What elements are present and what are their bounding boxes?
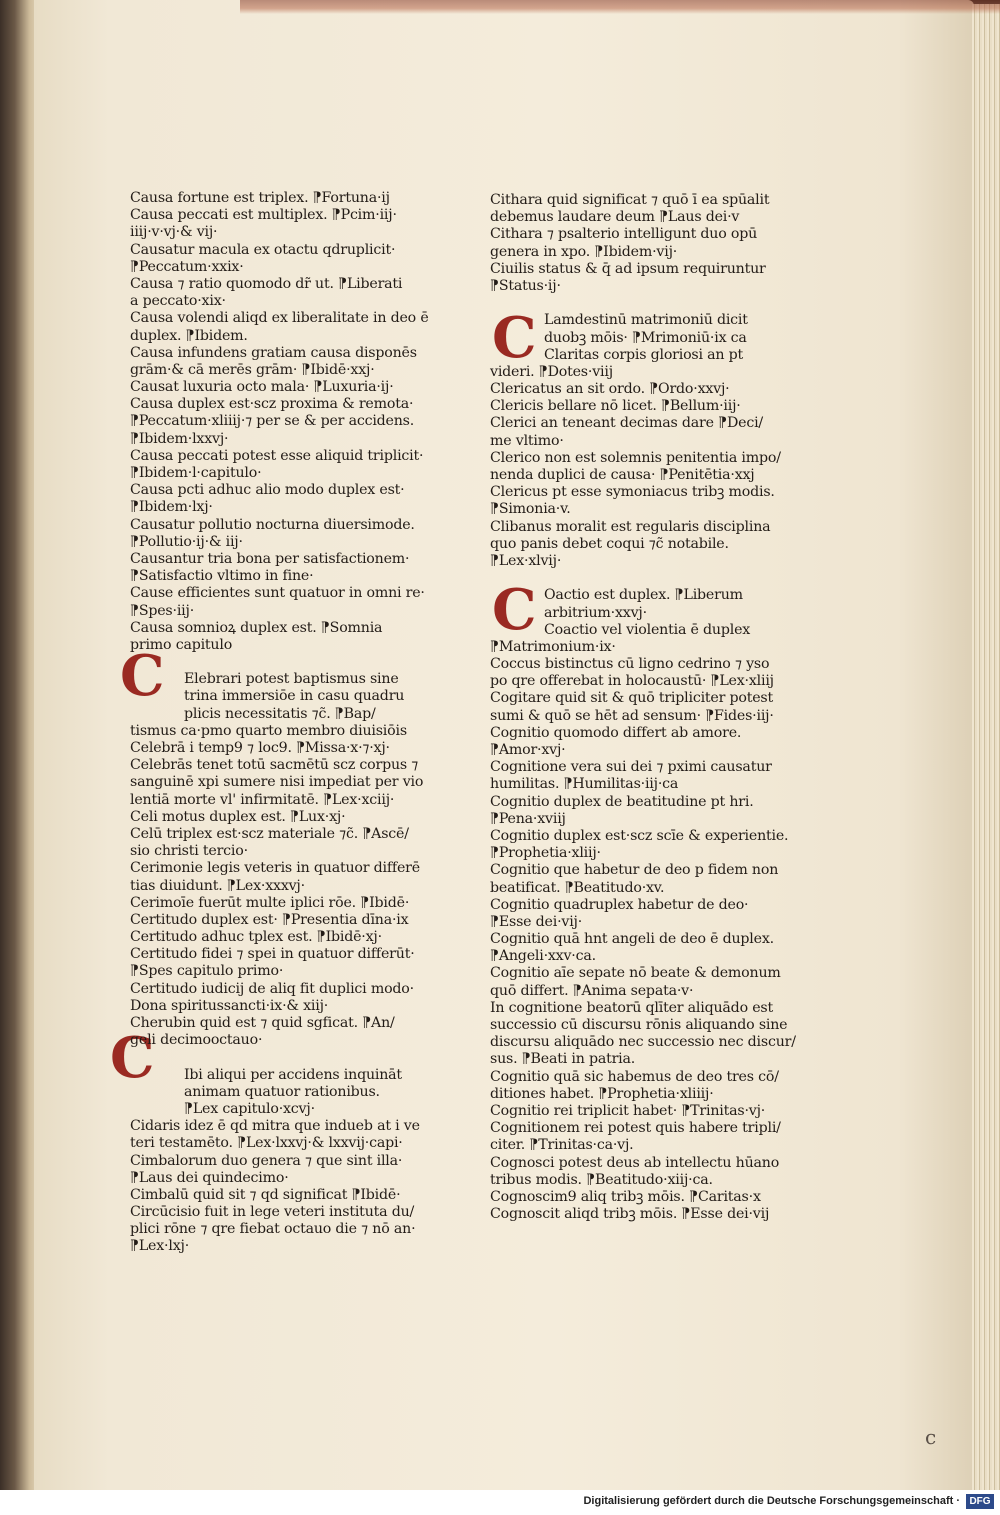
text-line: Cerimoīe fuerūt multe iplici rōe. ⁋Ibidē· xyxy=(130,894,410,911)
text-line: ⁋Lex·xlvij· xyxy=(490,552,562,569)
initial-letter-c-left-2: C xyxy=(110,1025,155,1091)
text-line: Coccus bistinctus cū ligno cedrino ⁊ yso xyxy=(490,656,770,673)
text-line: Causa duplex est·scz proxima & remota· xyxy=(130,396,414,413)
text-line: Claritas corpis gloriosi an pt xyxy=(544,346,744,363)
text-line: lentiā morte vl' infirmitatē. ⁋Lex·xciij· xyxy=(130,791,395,808)
text-line: Dona spiritussancti·ix·& xiij· xyxy=(130,997,329,1014)
text-line: Cithara quid significat ⁊ quō ī ea spūalit xyxy=(490,192,770,208)
text-line: ⁋Pollutio·ij·& iij· xyxy=(130,533,243,550)
text-line: Causantur tria bona per satisfactionem· xyxy=(130,550,410,567)
text-line: Causa infundens gratiam causa disponēs xyxy=(130,344,417,361)
text-line: plicis necessitatis ⁊c̃. ⁋Bap/ xyxy=(184,705,376,722)
left-text-column xyxy=(130,190,430,1256)
page-edges xyxy=(972,4,1000,1490)
text-line: sio christi tercio· xyxy=(130,843,248,860)
text-line: Cerimonie legis veteris in quatuor differē xyxy=(130,860,420,877)
text-line: Clerici an teneant decimas dare ⁋Deci/ xyxy=(490,415,763,432)
text-line: po qre offerebat in holocaustū· ⁋Lex·xliij xyxy=(490,673,774,690)
text-line: ⁋Spes capitulo primo· xyxy=(130,963,284,980)
text-line: ⁋Peccatum·xliiij·⁊ per se & per accidens. xyxy=(130,413,415,430)
text-line: Cognoscim9 aliq tribꝫ mōis. ⁋Caritas·x xyxy=(490,1188,761,1205)
text-line: Cognosci potest deus ab intellectu hūano xyxy=(490,1154,780,1171)
text-line: Causa peccati potest esse aliquid triplicit· xyxy=(130,447,424,464)
facing-page-fragment xyxy=(0,179,35,440)
text-line: Cognitio quomodo differt ab amore. xyxy=(490,724,742,741)
text-line: Elebrari potest baptismus sine xyxy=(184,671,399,688)
text-line: tismus ca·pmo quarto membro diuisiōis xyxy=(130,722,407,739)
initial-letter-c-right-1: C xyxy=(492,305,537,371)
text-line: ⁋Ibidem·lxj· xyxy=(130,499,213,516)
section-spacer xyxy=(490,295,790,312)
text-line: Ibi aliqui per accidens inquināt xyxy=(184,1066,402,1083)
text-line: Causa volendi aliqd ex liberalitate in deo ē xyxy=(130,310,429,327)
text-line: Cognitio duplex de beatitudine pt hri. xyxy=(490,793,754,810)
text-line: iiij·v·vj·& vij· xyxy=(130,224,218,241)
text-line: debemus laudare deum ⁋Laus dei·v xyxy=(490,209,740,226)
text-line: Coactio vel violentia ē duplex xyxy=(544,621,751,638)
text-line: Cognitio quadruplex habetur de deo· xyxy=(490,896,749,913)
text-line: primo capitulo xyxy=(130,636,233,653)
text-line: ⁋Matrimonium·ix· xyxy=(490,638,616,655)
text-line: ⁋Esse dei·vij· xyxy=(490,913,583,930)
text-line: ⁋Simonia·v. xyxy=(490,501,571,518)
text-line: duplex. ⁋Ibidem. xyxy=(130,327,248,344)
text-line: sus. ⁋Beati in patria. xyxy=(490,1051,636,1068)
text-line: Certitudo duplex est· ⁋Presentia dīna·ix xyxy=(130,911,409,928)
text-line: ⁋Ibidem·l·capitulo· xyxy=(130,465,262,481)
text-line: Cognitio quā sic habemus de deo tres cō/ xyxy=(490,1068,779,1085)
text-line: In cognitione beatorū qlīter aliquādo est xyxy=(490,999,773,1016)
initial-letter-c-right-2: C xyxy=(492,577,537,643)
text-line: ⁋Ibidem·lxxvj· xyxy=(130,430,229,447)
right-text-column xyxy=(490,192,796,1223)
folio-mark: c xyxy=(925,1425,937,1449)
text-line: genera in xpo. ⁋Ibidem·vij· xyxy=(490,243,678,260)
text-line: successio cū discursu rōnis aliquando sine xyxy=(490,1017,788,1033)
text-line: Causatur pollutio nocturna diuersimode. xyxy=(130,516,415,533)
text-line: ⁋Amor·xvj· xyxy=(490,742,566,758)
text-line: ⁋Lex·lxj· xyxy=(130,1238,190,1255)
text-line: Cimbalorum duo genera ⁊ que sint illa· xyxy=(130,1152,403,1169)
text-line: Certitudo fidei ⁊ spei in quatuor differūt· xyxy=(130,946,415,963)
text-line: Cognitio rei triplicit habet· ⁋Trinitas·vj· xyxy=(490,1102,766,1119)
text-line: teri testamēto. ⁋Lex·lxxvj·& lxxvij·capi· xyxy=(130,1135,403,1152)
text-line: a peccato·xix· xyxy=(130,293,226,310)
text-line: citer. ⁋Trinitas·ca·vj. xyxy=(490,1137,634,1154)
text-line: Causa ⁊ ratio quomodo dr̃ ut. ⁋Liberati xyxy=(130,275,403,292)
text-line: ditiones habet. ⁋Prophetia·xliiij· xyxy=(490,1085,714,1102)
section-spacer xyxy=(490,570,790,587)
text-line: Clibanus moralit est regularis disciplina xyxy=(490,518,771,535)
text-line: Clericis bellare nō licet. ⁋Bellum·iij· xyxy=(490,398,741,415)
text-line: ⁋Spes·iij· xyxy=(130,602,194,619)
text-line: Ciuilis status & q̄ ad ipsum requiruntur xyxy=(490,260,766,277)
text-line: plici rōne ⁊ qre fiebat octauo die ⁊ nō an· xyxy=(130,1221,416,1238)
text-line: Certitudo adhuc tplex est. ⁋Ibidē·xj· xyxy=(130,929,382,946)
text-line: humilitas. ⁋Humilitas·iij·ca xyxy=(490,776,679,793)
text-line: Cognitio aīe sepate nō beate & demonum xyxy=(490,965,781,982)
text-line: Causa pcti adhuc alio modo duplex est· xyxy=(130,482,405,499)
text-line: Causatur macula ex otactu qdruplicit· xyxy=(130,241,396,258)
text-line: duobꝫ mōis· ⁋Mrimoniū·ix ca xyxy=(544,329,747,346)
text-line: Oactio est duplex. ⁋Liberum xyxy=(544,587,743,604)
text-line: me vltimo· xyxy=(490,432,564,449)
text-line: Celebrā i temp9 ⁊ loc9. ⁋Missa·x·⁊·xj· xyxy=(130,740,390,756)
text-line: ⁋Pena·xviij xyxy=(490,810,566,827)
text-line: ⁋Laus dei quindecimo· xyxy=(130,1169,289,1186)
text-line: geli decimooctauo· xyxy=(130,1032,263,1049)
text-line: ⁋Angeli·xxv·ca. xyxy=(490,948,596,965)
text-line: Cognitionem rei potest quis habere tripli/ xyxy=(490,1120,781,1137)
text-line: quo panis debet coqui ⁊c̃ notabile. xyxy=(490,535,729,552)
text-line: Cognitio duplex est·scz scīe & experientie. xyxy=(490,827,789,844)
text-line: Cognitio quā hnt angeli de deo ē duplex. xyxy=(490,931,774,948)
text-line: ⁋Peccatum·xxix· xyxy=(130,258,244,275)
text-line: sumi & quō se hēt ad sensum· ⁋Fides·iij· xyxy=(490,707,774,724)
text-line: quō differt. ⁋Anima sepata·v· xyxy=(490,982,694,999)
top-binding-strip xyxy=(240,0,1000,14)
text-line: nenda duplici de causa· ⁋Penitētia·xxj xyxy=(490,467,755,483)
text-line: Cognitione vera sui dei ⁊ pximi causatur xyxy=(490,759,772,776)
text-line: Clerico non est solemnis penitentia impo/ xyxy=(490,449,781,466)
text-line: trina immersiōe in casu quadru xyxy=(184,688,405,705)
text-line: Celi motus duplex est. ⁋Lux·xj· xyxy=(130,808,346,825)
text-line: Cognitio que habetur de deo p fidem non xyxy=(490,862,779,879)
section-spacer xyxy=(130,1049,430,1066)
text-line: ⁋Prophetia·xliij· xyxy=(490,845,601,862)
digitization-footer xyxy=(0,1490,1000,1515)
text-line: ⁋Lex capitulo·xcvj· xyxy=(184,1100,315,1117)
text-line: sanguinē xpi sumere nisi impediat per vio xyxy=(130,774,424,791)
footer-credit-text: Digitalisierung gefördert durch die Deutsche Forschungsgemeinschaft · xyxy=(583,1495,960,1507)
text-line: Celū triplex est·scz materiale ⁊c̃. ⁋Ascē/ xyxy=(130,825,409,842)
text-line: tribus modis. ⁋Beatitudo·xiij·ca. xyxy=(490,1171,713,1188)
text-line: Causa fortune est triplex. ⁋Fortuna·ij xyxy=(130,190,390,206)
text-line: Cithara ⁊ psalterio intelligunt duo opū xyxy=(490,226,758,243)
text-line: Causa peccati est multiplex. ⁋Pcim·iij· xyxy=(130,207,397,224)
text-line: Circūcisio fuit in lege veteri instituta du/ xyxy=(130,1204,415,1221)
dfg-logo-icon: DFG xyxy=(966,1494,994,1509)
text-line: Clericus pt esse symoniacus tribꝫ modis. xyxy=(490,484,775,501)
initial-letter-c-left-1: C xyxy=(120,643,165,709)
text-line: videri. ⁋Dotes·viij xyxy=(490,363,613,380)
text-line: discursu aliquādo nec successio nec discur/ xyxy=(490,1034,796,1051)
text-line: Cimbalū quid sit ⁊ qd significat ⁋Ibidē· xyxy=(130,1186,401,1203)
text-line: Cause efficientes sunt quatuor in omni re· xyxy=(130,585,425,602)
text-line: beatificat. ⁋Beatitudo·xv. xyxy=(490,879,665,896)
text-line: ⁋Satisfactio vltimo in fine· xyxy=(130,568,314,585)
text-line: Causa somnioꝝ duplex est. ⁋Somnia xyxy=(130,619,383,636)
text-line: arbitrium·xxvj· xyxy=(544,604,647,621)
text-line: Lamdestinū matrimoniū dicit xyxy=(544,312,748,329)
text-line: tias diuidunt. ⁋Lex·xxxvj· xyxy=(130,877,305,894)
section-spacer xyxy=(130,654,430,671)
text-line: Certitudo iudicij de aliq fit duplici modo· xyxy=(130,980,414,997)
text-line: Cogitare quid sit & quō tripliciter potest xyxy=(490,690,774,707)
text-line: animam quatuor rationibus. xyxy=(184,1083,380,1100)
text-line: Celebrās tenet totū sacmētū scz corpus ⁊ xyxy=(130,757,419,774)
text-line: Causat luxuria octo mala· ⁋Luxuria·ij· xyxy=(130,379,394,396)
text-line: ⁋Status·ij· xyxy=(490,277,561,294)
text-line: Cherubin quid est ⁊ quid sgficat. ⁋An/ xyxy=(130,1015,395,1031)
text-line: Clericatus an sit ordo. ⁋Ordo·xxvj· xyxy=(490,381,730,398)
text-line: grām·& cā merēs grām· ⁋Ibidē·xxj· xyxy=(130,361,375,378)
text-line: Cognoscit aliqd tribꝫ mōis. ⁋Esse dei·vij xyxy=(490,1206,770,1223)
text-line: Cidaris idez ē qd mitra que indueb at i ve xyxy=(130,1118,420,1135)
